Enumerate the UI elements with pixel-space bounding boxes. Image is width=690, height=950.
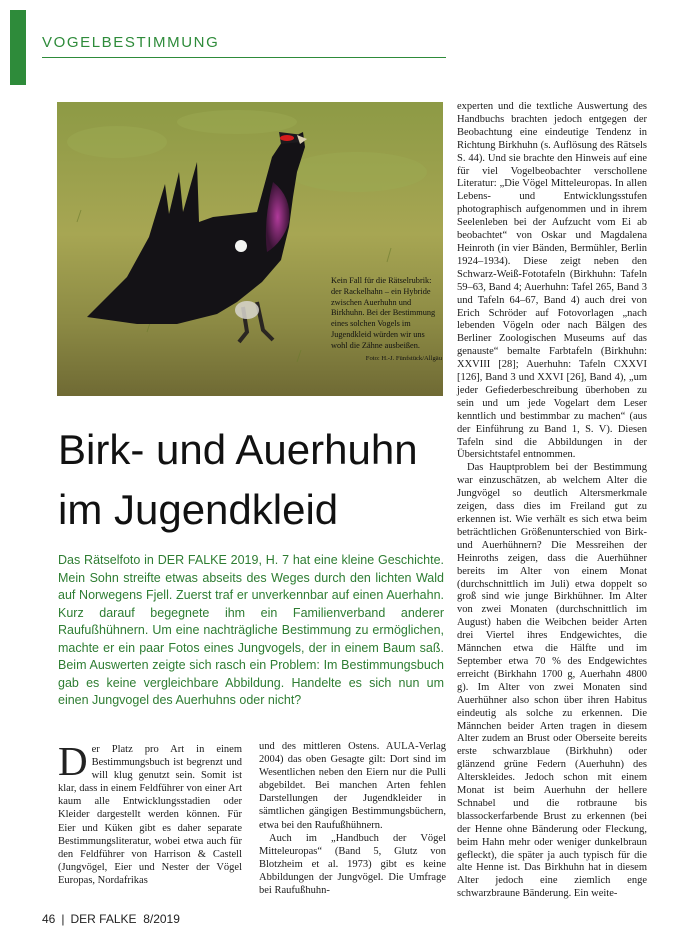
caption-text: Kein Fall für die Rätselrubrik: der Rackelhahn – ein Hybride zwischen Auerhuhn und Birkhuhn. Bei der Bestimmung eines solchen Vogels im Jugendkleid würden wir uns wohl die Zähne ausbeißen. xyxy=(331,276,436,350)
footer-separator: | xyxy=(61,912,65,926)
section-label: VOGELBESTIMMUNG xyxy=(42,34,220,51)
body-paragraph: Auch im „Handbuch der Vögel Mitteleuropas“ (Band 5, Glutz von Blotzheim et al. 1973) gibt es keine Abbildungen der Jungvögel. Die Umfrage bei Raufußhuhn- xyxy=(259,832,446,897)
body-text: er Platz pro Art in einem Bestimmungsbuch ist begrenzt und will klug genutzt sein. Somit ist klar, dass in einem Feldführer von einer Art kaum alle Entwicklungsstadien oder Kleider dargestellt werden können. Für Eier und Küken gibt es daher separate Bestimmungsliteratur, wobei etwa auch für den Feldführer von Harrison & Castell (Jungvögel, Eier und Nester der Vögel Europas, Nordafrikas xyxy=(58,744,242,886)
magazine-name: DER FALKE xyxy=(70,912,137,926)
body-paragraph: experten und die textliche Auswertung des Handbuchs brachten jedoch entgegen der Beobachtung eine eindeutige Tendenz in Richtung Birkhuhn (s. Auflösung des Rätsels S. 44). Und sie brachte den Hinweis auf eine für viel Vogelbeobachter verschollene Literatur: „Die Vögel Mitteleuropas. In allen Lebens- und Entwicklungsstufen photographisch aufgenommen und in ihrem Seelenleben bei der Aufzucht vom Ei ab beobachtet“ von Oskar und Magdalena Heinroth (in vier Bänden, Bermühler, Berlin 1924–1934). Diese zeigt neben den Schwarz-Weiß-Fototafeln (Birkhuhn: Tafeln 59–63, Band 4; Auerhuhn: Tafel 265, Band 3 und Tafeln 64–67, Band 4) auch drei von Erich Schröder auf Fotovorlagen „nach lebenden Vögeln oder nach Bälgen des Berliner Zoologischen Museums auf das genauste“ bemalte Farbtafeln (Birkhuhn: XXVIII [28]; Auerhuhn: Tafeln CXXVI [126], Band 3 und XXVI [26], Band 4), „um jeder Gefiederbeschreibung überhoben zu sein und um jede Vogelart dem Leser kenntlich und bestimmbar zu machen“ (aus der Einführung zu Band 1, S. V). Diesen Tafeln sind die Abbildungen in der Übersichtstafel entnommen. xyxy=(457,101,647,461)
section-color-bar xyxy=(10,10,26,85)
body-column-2 xyxy=(259,740,446,897)
body-column-3 xyxy=(457,101,647,901)
drop-cap: D xyxy=(58,738,88,784)
title-line-2: im Jugendkleid xyxy=(58,486,339,533)
body-paragraph: Das Hauptproblem bei der Bestimmung war einzuschätzen, ab welchem Alter die Jungvögel so deutlich Altersmerkmale zeigen, dass dies im Freiland gut zu erkennen ist. Wie verhält es sich etwa beim beträchtlichen Größenunterschied von Birk- und Auerhühnern? Die Messreihen der Heinroths zeigen, dass die Auerhühner bereits im Alter von einem Monat (durchschnittlich im Juli) etwa doppelt so groß sind wie junge Birkhühner. Im Alter von zwei Monaten (durchschnittlich im August) haben die Weibchen beider Arten drei Viertel ihres Endgewichtes, die Männchen etwa die Hälfte und im September etwa 70 % des Endgewichtes erreicht (Birkhahn 1700 g, Auerhahn 4800 g). Im Alter von zwei Monaten sind Auerhühner also schon über ihren Habitus eindeutig als solche zu erkennen. Die Männchen beider Arten tragen in diesem Alter zudem an Brust oder Oberseite bereits erste schwarzblaue (Birkhuhn) oder glänzend grüne Federn (Auerhuhn) des Alterskleides. Jedoch schon mit einem Monat ist beim Auerhuhn der hellere Schnabel und die rotbraune bis blassockerfarbende Brust zu erkennen (bei der Henne ohne Bänderung oder Fleckung, beim Hahn mehr oder weniger dunkelbraun gefleckt), die später ja auch typisch für die alte Henne ist. Das Birkhuhn hat in diesem Alter jedoch eine ziemlich enge schwarzbraune Bänderung. Ein weite- xyxy=(457,462,647,900)
title-line-1: Birk- und Auerhuhn xyxy=(58,426,418,473)
body-paragraph: und des mittleren Ostens. AULA-Verlag 2004) das oben Gesagte gilt: Dort sind im Wesentlichen neben den Eiern nur die Pulli abgebildet. Bei manchen Arten fehlen Darstellungen der Jugendkleider in sämtlichen gängigen Bestimmungsbüchern, etwa bei den Raufußhühnern. xyxy=(259,741,446,831)
body-paragraph xyxy=(58,738,242,887)
photo-credit: Foto: H.-J. Fünfstück/Allgäu xyxy=(365,354,442,362)
issue-number: 8/2019 xyxy=(143,912,180,926)
page-footer xyxy=(42,912,180,926)
lead-paragraph: Das Rätselfoto in DER FALKE 2019, H. 7 hat eine kleine Geschichte. Mein Sohn streifte etwas abseits des Weges durch den lichten Wald auf Norwegens Fjell. Zuerst traf er unverkennbar auf einen Auerhahn. Kurz darauf begegnete ihm ein Familienverband anderer Raufußhühnern. Um eine nachträgliche Bestimmung zu ermöglichen, machte er ein paar Fotos eines Jungvogels, der in einem Baum saß. Beim Auswerten zeigte sich rasch ein Problem: Im Bestimmungsbuch gab es keine vergleichbare Abbildung. Handelte es sich nun um einen Jungvogel des Auerhuhns oder nicht? xyxy=(58,553,444,708)
page-number: 46 xyxy=(42,912,56,926)
article-title xyxy=(58,420,418,540)
section-rule xyxy=(42,57,446,58)
body-column-1 xyxy=(58,738,242,887)
photo-caption xyxy=(331,276,442,364)
